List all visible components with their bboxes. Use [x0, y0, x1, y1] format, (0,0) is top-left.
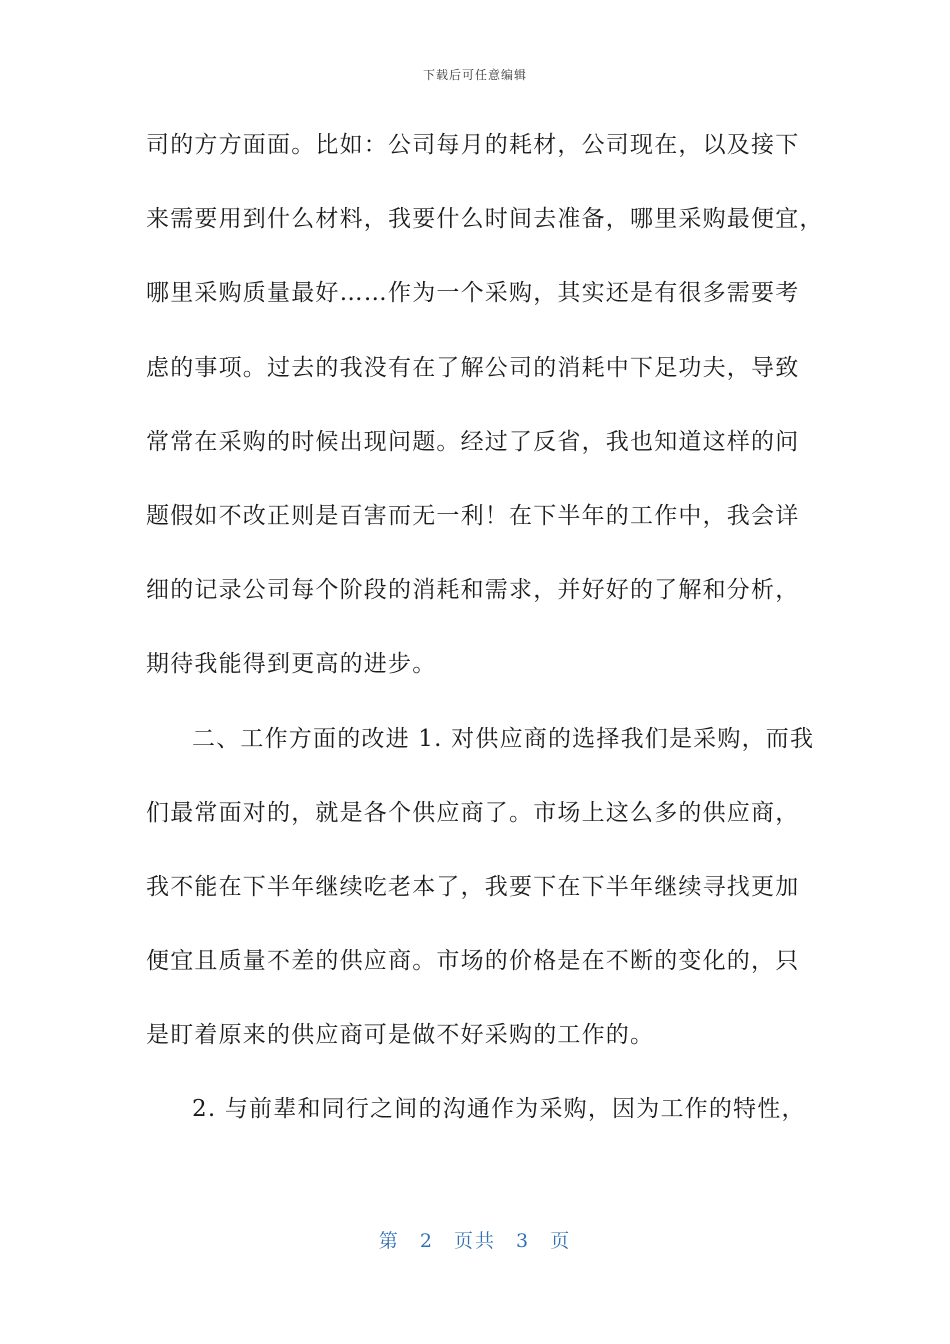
text-line: 虑的事项。过去的我没有在了解公司的消耗中下足功夫，导致 — [146, 354, 800, 381]
page-label-suffix: 页 — [550, 1230, 572, 1252]
text-line: 是盯着原来的供应商可是做不好采购的工作的。 — [146, 1022, 655, 1049]
text-line: 二、工作方面的改进 1. 对供应商的选择我们是采购，而我 — [192, 725, 815, 752]
text-line: 哪里采购质量最好……作为一个采购，其实还是有很多需要考 — [146, 280, 800, 307]
text-line: 们最常面对的，就是各个供应商了。市场上这么多的供应商， — [146, 799, 800, 826]
text-line: 期待我能得到更高的进步。 — [146, 651, 437, 678]
text-line: 司的方方面面。比如：公司每月的耗材，公司现在，以及接下 — [146, 132, 800, 158]
page-footer — [0, 1226, 950, 1253]
page-label-mid: 页共 — [453, 1230, 496, 1252]
page-label-prefix: 第 — [378, 1230, 400, 1252]
text-line: 我不能在下半年继续吃老本了，我要下在下半年继续寻找更加 — [146, 873, 800, 900]
current-page-number: 2 — [419, 1230, 434, 1252]
document-body — [146, 122, 824, 1161]
text-line: 来需要用到什么材料，我要什么时间去准备，哪里采购最便宜， — [146, 206, 824, 233]
total-page-count: 3 — [516, 1230, 531, 1252]
text-line: 2. 与前辈和同行之间的沟通作为采购，因为工作的特性， — [192, 1096, 806, 1123]
text-line: 细的记录公司每个阶段的消耗和需求，并好好的了解和分析， — [146, 577, 800, 604]
text-line: 题假如不改正则是百害而无一利！在下半年的工作中，我会详 — [146, 502, 800, 529]
text-line: 便宜且质量不差的供应商。市场的价格是在不断的变化的，只 — [146, 948, 800, 975]
header-note: 下载后可任意编辑 — [422, 68, 527, 82]
text-line: 常常在采购的时候出现问题。经过了反省，我也知道这样的问 — [146, 428, 800, 455]
